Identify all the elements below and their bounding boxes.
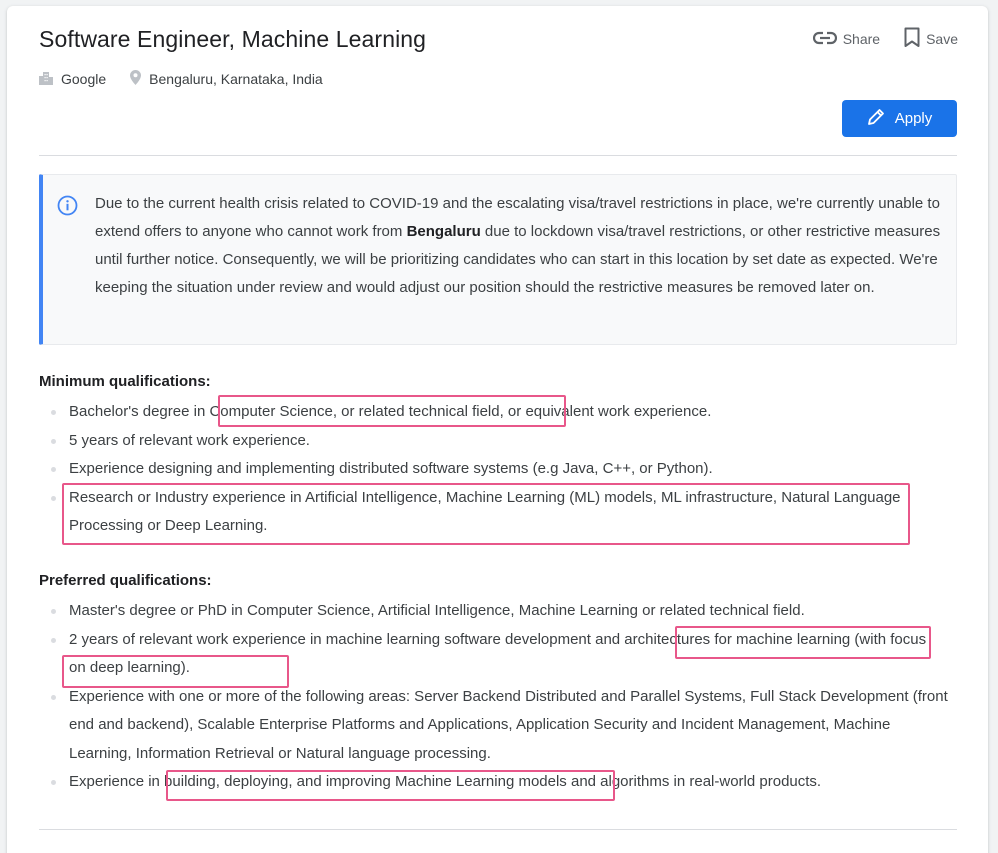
notice-location-bold: Bengaluru: [406, 223, 481, 240]
notice-text-part: Due to the current health crisis related to COVID-19 and the escalating visa/travel restrictions in place, we're currently unable to extend offers to anyone who cannot work from: [95, 195, 940, 240]
covid-notice: [39, 174, 957, 345]
company: [39, 71, 106, 88]
min-qualifications-list: [39, 398, 957, 541]
list-item: Research or Industry experience in Artificial Intelligence, Machine Learning (ML) models, ML infrastructure, Natural Language Processing or Deep Learning.: [39, 484, 957, 541]
footer-divider: [39, 829, 957, 830]
pencil-icon: [867, 108, 895, 130]
list-item: Bachelor's degree in Computer Science, or related technical field, or equivalent work experience.: [39, 398, 957, 427]
list-item: 5 years of relevant work experience.: [39, 427, 957, 456]
list-item: 2 years of relevant work experience in machine learning software development and architectures for machine learning (with focus on deep learning).: [39, 626, 957, 683]
location-text: Bengaluru, Karnataka, India: [149, 71, 323, 87]
notice-text-part: due to lockdown visa/travel restrictions, or other restrictive measures until further notice. Consequently, we will be prioritizing candidates who can start in this location by set date as expected. We're keeping the situation under review and would adjust our position should the restrictive measures be removed later on.: [95, 223, 941, 296]
list-item: Experience with one or more of the following areas: Server Backend Distributed and Parallel Systems, Full Stack Development (front end and backend), Scalable Enterprise Platforms and Applications, Application Security and Incident Management, Machine Learning, Information Retrieval or Natural language processing.: [39, 683, 957, 769]
min-qualifications-title: Minimum qualifications:: [39, 373, 211, 390]
job-actions: [789, 27, 958, 51]
list-item: Experience designing and implementing distributed software systems (e.g Java, C++, or Python).: [39, 455, 957, 484]
location: [130, 70, 323, 88]
job-meta: [39, 70, 347, 88]
preferred-qualifications-list: [39, 597, 957, 797]
link-icon: [813, 31, 843, 48]
preferred-qualifications-title: Preferred qualifications:: [39, 572, 212, 589]
list-item: Experience in building, deploying, and improving Machine Learning models and algorithms in real-world products.: [39, 768, 957, 797]
location-pin-icon: [130, 70, 149, 88]
share-label: Share: [842, 31, 881, 47]
save-label: Save: [926, 31, 958, 47]
bookmark-icon: [904, 27, 926, 51]
header-divider: [39, 155, 957, 156]
company-name: Google: [61, 71, 107, 87]
notice-text: [95, 190, 945, 302]
list-item: Master's degree or PhD in Computer Science, Artificial Intelligence, Machine Learning or related technical field.: [39, 597, 957, 626]
save-button[interactable]: [904, 27, 958, 51]
job-detail-card: [7, 6, 988, 853]
share-button[interactable]: [813, 31, 880, 48]
info-icon: [57, 195, 78, 221]
job-title: Software Engineer, Machine Learning: [39, 26, 427, 52]
building-icon: [39, 71, 61, 88]
apply-button[interactable]: [842, 100, 957, 137]
apply-label: Apply: [894, 110, 933, 127]
